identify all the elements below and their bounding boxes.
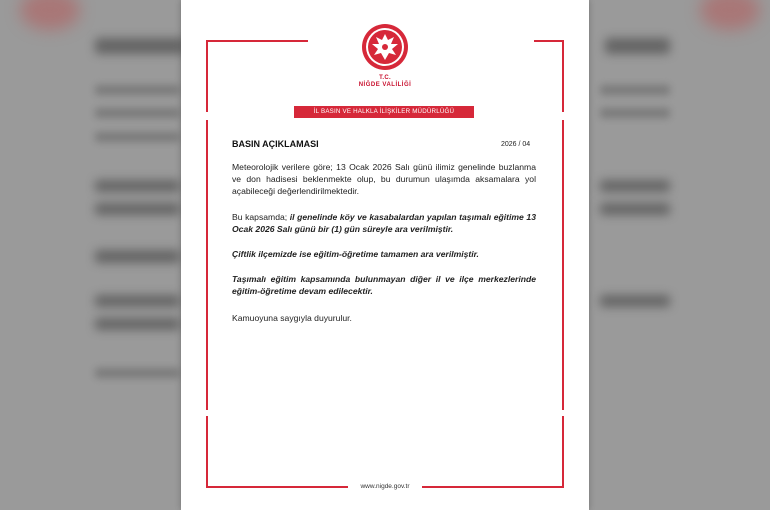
paragraph-continue: Taşımalı eğitim kapsamında bulunmayan diğer il ve ilçe merkezlerinde eğitim-öğretime devam edilecektir. <box>232 274 536 297</box>
org-line-governorship: NİĞDE VALİLİĞİ <box>358 82 412 88</box>
document-title: BASIN AÇIKLAMASI <box>232 139 319 149</box>
paragraph-decision <box>232 211 536 235</box>
document-number: 2026 / 04 <box>501 141 531 148</box>
paragraph-ciftlik: Çiftlik ilçemizde ise eğitim-öğretime tamamen ara verilmiştir. <box>232 249 479 259</box>
governorship-emblem-icon <box>360 22 410 72</box>
press-release-page <box>181 0 589 510</box>
paragraph-closing: Kamuoyuna saygıyla duyurulur. <box>232 313 352 323</box>
org-line-tc: T.C. <box>379 75 391 81</box>
paragraph-weather: Meteorolojik verilere göre; 13 Ocak 2026 Salı günü ilimiz genelinde buzlanma ve don hadisesi beklenmekte olup, bu durumun ulaşımda aksamalara yol açabileceği değerlendirilmektedir. <box>232 162 536 197</box>
website-link[interactable]: www.nigde.gov.tr <box>360 483 410 490</box>
paragraph-decision-prefix: Bu kapsamda; <box>232 212 290 222</box>
paragraph-decision-emphasis: il genelinde köy ve kasabalardan yapılan taşımalı eğitime 13 Ocak 2026 Salı günü bir (1) gün süreyle ara verilmiştir. <box>232 212 536 235</box>
department-banner: İL BASIN VE HALKLA İLİŞKİLER MÜDÜRLÜĞÜ <box>294 106 474 118</box>
